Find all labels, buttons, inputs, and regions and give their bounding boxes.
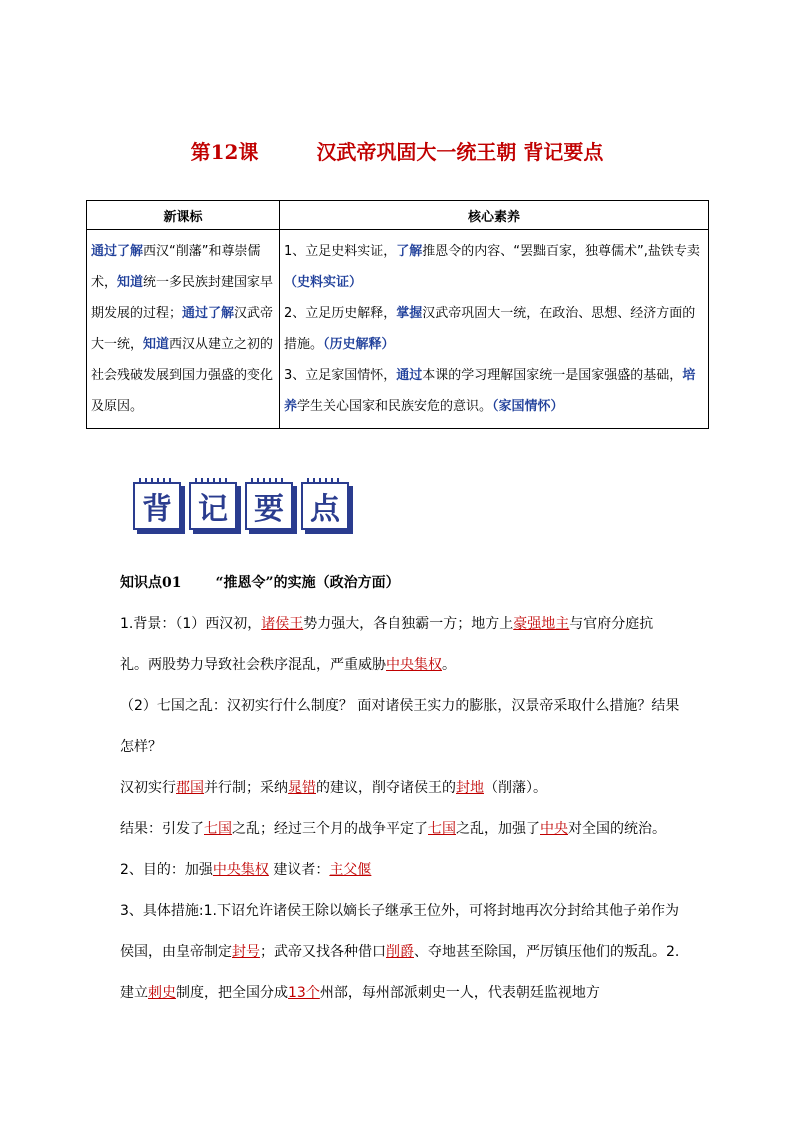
emphasis-text: 掌握 (396, 306, 423, 321)
text-run: 3、具体措施:1.下诏允许诸侯王除以嫡长子继承王位外，可将封地再次分封给其他子弟作为侯国，由皇帝制定 (120, 903, 679, 960)
knowledge-point-title: “推恩令”的实施（政治方面） (215, 575, 400, 591)
paragraph (120, 891, 680, 1014)
knowledge-section (120, 568, 680, 1014)
keyword-underlined: 豪强地主 (513, 616, 570, 632)
header-char-box: 背 (133, 482, 181, 530)
table-header-literacy: 核心素养 (280, 201, 709, 230)
keyword-underlined: 中央集权 (212, 862, 269, 878)
literacy-cell (280, 230, 709, 429)
text-run: 制度，把全国分成 (176, 985, 288, 1001)
text-run: 2、立足历史解释， (284, 306, 397, 321)
keyword-underlined: 七国 (204, 821, 232, 837)
text-run: （2）七国之乱：汉初实行什么制度？ 面对诸侯王实力的膨胀，汉景帝采取什么措施？结果怎样？ (120, 698, 680, 755)
literacy-item (284, 236, 704, 298)
header-char-box: 记 (189, 482, 237, 530)
keyword-underlined: 七国 (428, 821, 456, 837)
text-run: 1.背景：（1）西汉初， (120, 616, 262, 632)
paragraphs (120, 604, 680, 1014)
table-header-curriculum: 新课标 (87, 201, 280, 230)
text-run: 的建议，削夺诸侯王的 (316, 780, 456, 796)
keyword-underlined: 封地 (456, 780, 484, 796)
text-run: 建议者： (268, 862, 330, 878)
paragraph (120, 850, 680, 891)
memorize-points-header (133, 482, 349, 532)
text-run: ；武帝又找各种借口 (260, 944, 386, 960)
keyword-underlined: 晁错 (288, 780, 316, 796)
text-run: 1、立足史料实证， (284, 244, 397, 259)
emphasis-text: 知道 (117, 275, 144, 290)
text-run: 之乱；经过三个月的战争平定了 (232, 821, 428, 837)
text-run: 结果：引发了 (120, 821, 204, 837)
knowledge-point-heading (120, 568, 680, 598)
text-run: （削藩）。 (484, 780, 547, 796)
text-run: 。 (442, 657, 456, 673)
text-run: 学生关心国家和民族安危的意识。 (297, 399, 493, 414)
text-run: 对全国的统治。 (568, 821, 666, 837)
literacy-item (284, 360, 704, 422)
text-run: 势力强大，各自独霸一方；地方上 (303, 616, 514, 632)
keyword-underlined: 郡国 (176, 780, 204, 796)
text-run: 3、立足家国情怀， (284, 368, 397, 383)
keyword-underlined: 削爵 (386, 944, 414, 960)
emphasis-text: 知道 (143, 337, 170, 352)
emphasis-text: 通过了解 (91, 244, 144, 259)
text-run: 汉武帝大一统， (91, 306, 274, 352)
lesson-title: 汉武帝巩固大一统王朝 背记要点 (316, 140, 604, 164)
emphasis-text: 通过了解 (182, 306, 235, 321)
keyword-underlined: 中央集权 (386, 657, 442, 673)
text-run: 之乱，加强了 (456, 821, 540, 837)
curriculum-cell (87, 230, 280, 429)
keyword-underlined: 13个 (288, 985, 320, 1001)
keyword-underlined: 中央 (540, 821, 568, 837)
keyword-underlined: 刺史 (148, 985, 176, 1001)
lesson-number: 第12课 (190, 140, 259, 164)
text-run: 推恩令的内容、“罢黜百家，独尊儒术”,盐铁专卖 (422, 244, 700, 259)
text-run: 与官府分庭抗礼。两股势力导致社会秩序混乱，严重威胁 (120, 616, 654, 673)
keyword-underlined: 封号 (232, 944, 260, 960)
keyword-underlined: 主父偃 (329, 862, 372, 878)
paragraph (120, 686, 680, 768)
paragraph (120, 768, 680, 809)
standards-table (86, 200, 709, 429)
paragraph (120, 809, 680, 850)
knowledge-point-number: 知识点01 (120, 575, 182, 591)
page-title (0, 136, 794, 165)
emphasis-text: （历史解释） (323, 337, 395, 352)
text-run: 西汉“削藩”和尊崇儒术， (91, 244, 261, 290)
header-char-box: 要 (245, 482, 293, 530)
paragraph (120, 604, 680, 686)
text-run: 西汉从建立之初的社会残破发展到国力强盛的变化及原因。 (91, 337, 274, 414)
text-run: 州部，每州部派刺史一人，代表朝廷监视地方 (319, 985, 600, 1001)
text-run: 、夺地甚至除国，严厉镇压他们的叛乱。2.建立 (120, 944, 680, 1001)
text-run: 本课的学习理解国家统一是国家强盛的基础， (422, 368, 683, 383)
keyword-underlined: 诸侯王 (261, 616, 304, 632)
emphasis-text: 通过 (396, 368, 423, 383)
emphasis-text: （史料实证） (284, 275, 363, 290)
emphasis-text: 了解 (396, 244, 423, 259)
text-run: 汉初实行 (120, 780, 176, 796)
text-run: 汉武帝巩固大一统，在政治、思想、经济方面的措施。 (284, 306, 696, 352)
text-run: 统一多民族封建国家早期发展的过程； (91, 275, 274, 321)
literacy-item (284, 298, 704, 360)
text-run: 2、目的：加强 (120, 862, 213, 878)
header-char-box: 点 (301, 482, 349, 530)
emphasis-text: 培养 (284, 368, 696, 414)
text-run: 并行制；采纳 (204, 780, 288, 796)
emphasis-text: （家国情怀） (492, 399, 564, 414)
